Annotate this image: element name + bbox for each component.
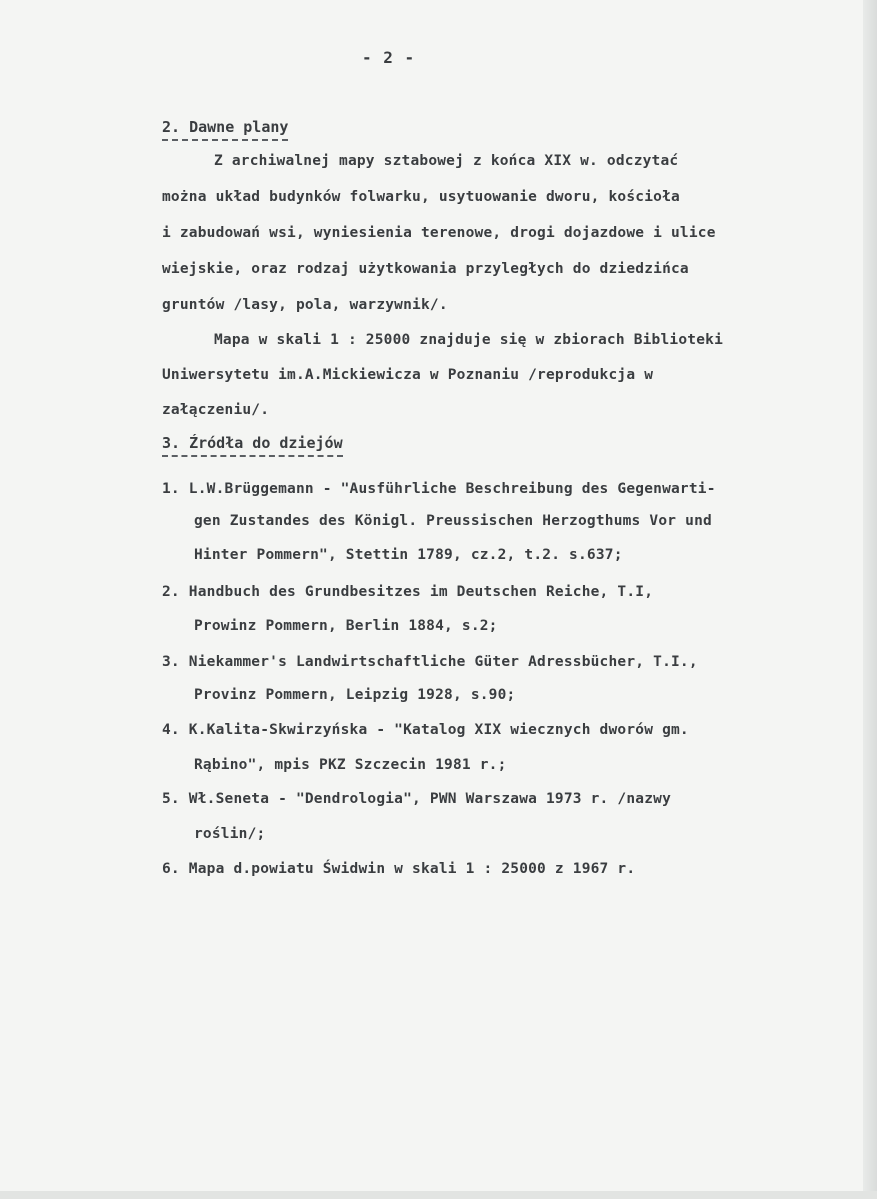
source-item-continuation: Rąbino", mpis PKZ Szczecin 1981 r.; [194,757,507,773]
paragraph-line: wiejskie, oraz rodzaj użytkowania przyległych do dziedzińca [162,261,689,277]
paragraph-line: gruntów /lasy, pola, warzywnik/. [162,297,448,313]
source-item: 2. Handbuch des Grundbesitzes im Deutschen Reiche, T.I, [162,584,654,600]
source-item-continuation: Hinter Pommern", Stettin 1789, cz.2, t.2. s.637; [194,547,623,563]
source-item-continuation: Prowinz Pommern, Berlin 1884, s.2; [194,618,498,634]
paragraph-line: można układ budynków folwarku, usytuowanie dworu, kościoła [162,189,680,205]
paragraph-line: i zabudowań wsi, wyniesienia terenowe, drogi dojazdowe i ulice [162,225,716,241]
source-item: 6. Mapa d.powiatu Świdwin w skali 1 : 25000 z 1967 r. [162,861,636,877]
source-item: 5. Wł.Seneta - "Dendrologia", PWN Warszawa 1973 r. /nazwy [162,791,671,807]
paragraph-line: Z archiwalnej mapy sztabowej z końca XIX w. odczytać [214,153,679,169]
page-bottom-edge [0,1191,877,1199]
paragraph-line: załączeniu/. [162,402,270,418]
source-item-continuation: roślin/; [194,826,266,842]
source-item-continuation: Provinz Pommern, Leipzig 1928, s.90; [194,687,516,703]
source-item-continuation: gen Zustandes des Königl. Preussischen Herzogthums Vor und [194,513,712,529]
page-edge-shadow [863,0,877,1199]
section-heading-old-plans: 2. Dawne plany [162,118,288,141]
source-item: 4. K.Kalita-Skwirzyńska - "Katalog XIX wiecznych dworów gm. [162,722,689,738]
page-number: - 2 - [362,48,416,67]
source-item: 3. Niekammer's Landwirtschaftliche Güter Adressbücher, T.I., [162,654,698,670]
paragraph-line: Mapa w skali 1 : 25000 znajduje się w zbiorach Biblioteki [214,332,723,348]
paragraph-line: Uniwersytetu im.A.Mickiewicza w Poznaniu /reprodukcja w [162,367,654,383]
section-heading-sources: 3. Źródła do dziejów [162,434,343,457]
source-item: 1. L.W.Brüggemann - "Ausführliche Beschreibung des Gegenwarti- [162,481,716,497]
